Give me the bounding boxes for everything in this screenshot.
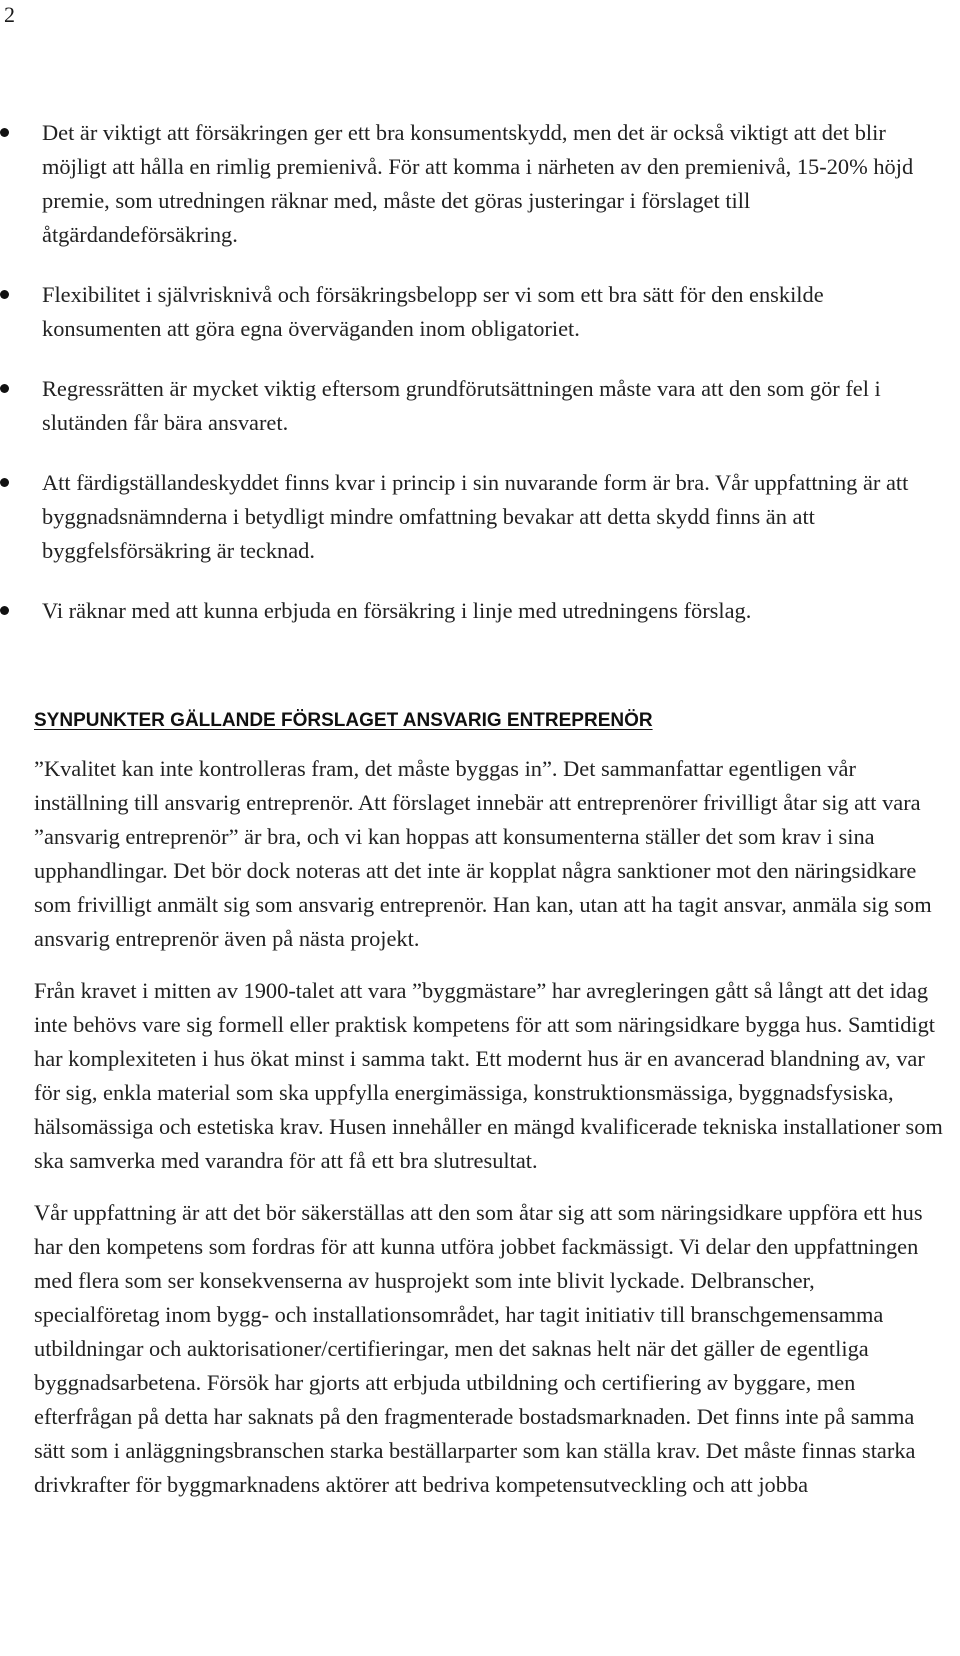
bullet-text: Flexibilitet i självrisknivå och försäkringsbelopp ser vi som ett bra sätt för den enskilde konsumenten att göra egna överväganden inom obligatoriet. [42,282,824,341]
bullet-icon [0,606,9,615]
document-body [34,116,944,1520]
bullet-icon [0,290,9,299]
bullet-list [34,116,944,628]
paragraph: Vår uppfattning är att det bör säkerställas att den som åtar sig att som näringsidkare uppföra ett hus har den kompetens som fordras för att kunna utföra jobbet fackmässigt. Vi delar den uppfattningen med flera som ser konsekvenserna av husprojekt som inte blivit lyckade. Delbranscher, specialföretag inom bygg- och installationsområdet, har tagit initiativ till branschgemensamma utbildningar och auktorisationer/certifieringar, men det saknas helt när det gäller de egentliga byggnadsarbetena. Försök har gjorts att erbjuda utbildning och certifiering av byggare, men efterfrågan på detta har saknats på den fragmenterade bostadsmarknaden. Det finns inte på samma sätt som i anläggningsbranschen starka beställarparter som kan ställa krav. Det måste finnas starka drivkrafter för byggmarknadens aktörer att bedriva kompetensutveckling och att jobba [34,1200,923,1497]
list-item [34,466,944,568]
list-item [34,116,944,252]
paragraph: Från kravet i mitten av 1900-talet att vara ”byggmästare” har avregleringen gått så långt att det idag inte behövs vare sig formell eller praktisk kompetens för att som näringsidkare bygga hus. Samtidigt har komplexiteten i hus ökat minst i samma takt. Ett modernt hus är en avancerad blandning av, var för sig, enkla material som ska uppfylla energimässiga, konstruktionsmässiga, byggnadsfysiska, hälsomässiga och estetiska krav. Husen innehåller en mängd kvalificerade tekniska installationer som ska samverka med varandra för att få ett bra slutresultat. [34,978,943,1173]
bullet-text: Vi räknar med att kunna erbjuda en försäkring i linje med utredningens förslag. [42,598,752,623]
body-paragraphs [34,752,944,1502]
bullet-text: Det är viktigt att försäkringen ger ett bra konsumentskydd, men det är också viktigt att det blir möjligt att hålla en rimlig premienivå. För att komma i närheten av den premienivå, 15-20% höjd premie, som utredningen räknar med, måste det göras justeringar i förslaget till åtgärdandeförsäkring. [42,120,914,247]
bullet-icon [0,384,9,393]
bullet-text: Regressrätten är mycket viktig eftersom grundförutsättningen måste vara att den som gör fel i slutänden får bära ansvaret. [42,376,881,435]
bullet-icon [0,128,9,137]
section-heading: SYNPUNKTER GÄLLANDE FÖRSLAGET ANSVARIG ENTREPRENÖR [34,710,653,731]
paragraph: ”Kvalitet kan inte kontrolleras fram, det måste byggas in”. Det sammanfattar egentligen vår inställning till ansvarig entreprenör. Att förslaget innebär att entreprenörer frivilligt åtar sig att vara ”ansvarig entreprenör” är bra, och vi kan hoppas att konsumenterna ställer det som krav i sina upphandlingar. Det bör dock noteras att det inte är kopplat några sanktioner mot den näringsidkare som frivilligt anmält sig som ansvarig entreprenör. Han kan, utan att ha tagit ansvar, anmäla sig som ansvarig entreprenör även på nästa projekt. [34,756,932,951]
list-item [34,372,944,440]
page-number: 2 [4,2,15,27]
list-item [34,594,944,628]
bullet-text: Att färdigställandeskyddet finns kvar i princip i sin nuvarande form är bra. Vår uppfattning är att byggnadsnämnderna i betydligt mindre omfattning bevakar att detta skydd finns än att byggfelsförsäkring är tecknad. [42,470,909,563]
bullet-icon [0,478,9,487]
list-item [34,278,944,346]
